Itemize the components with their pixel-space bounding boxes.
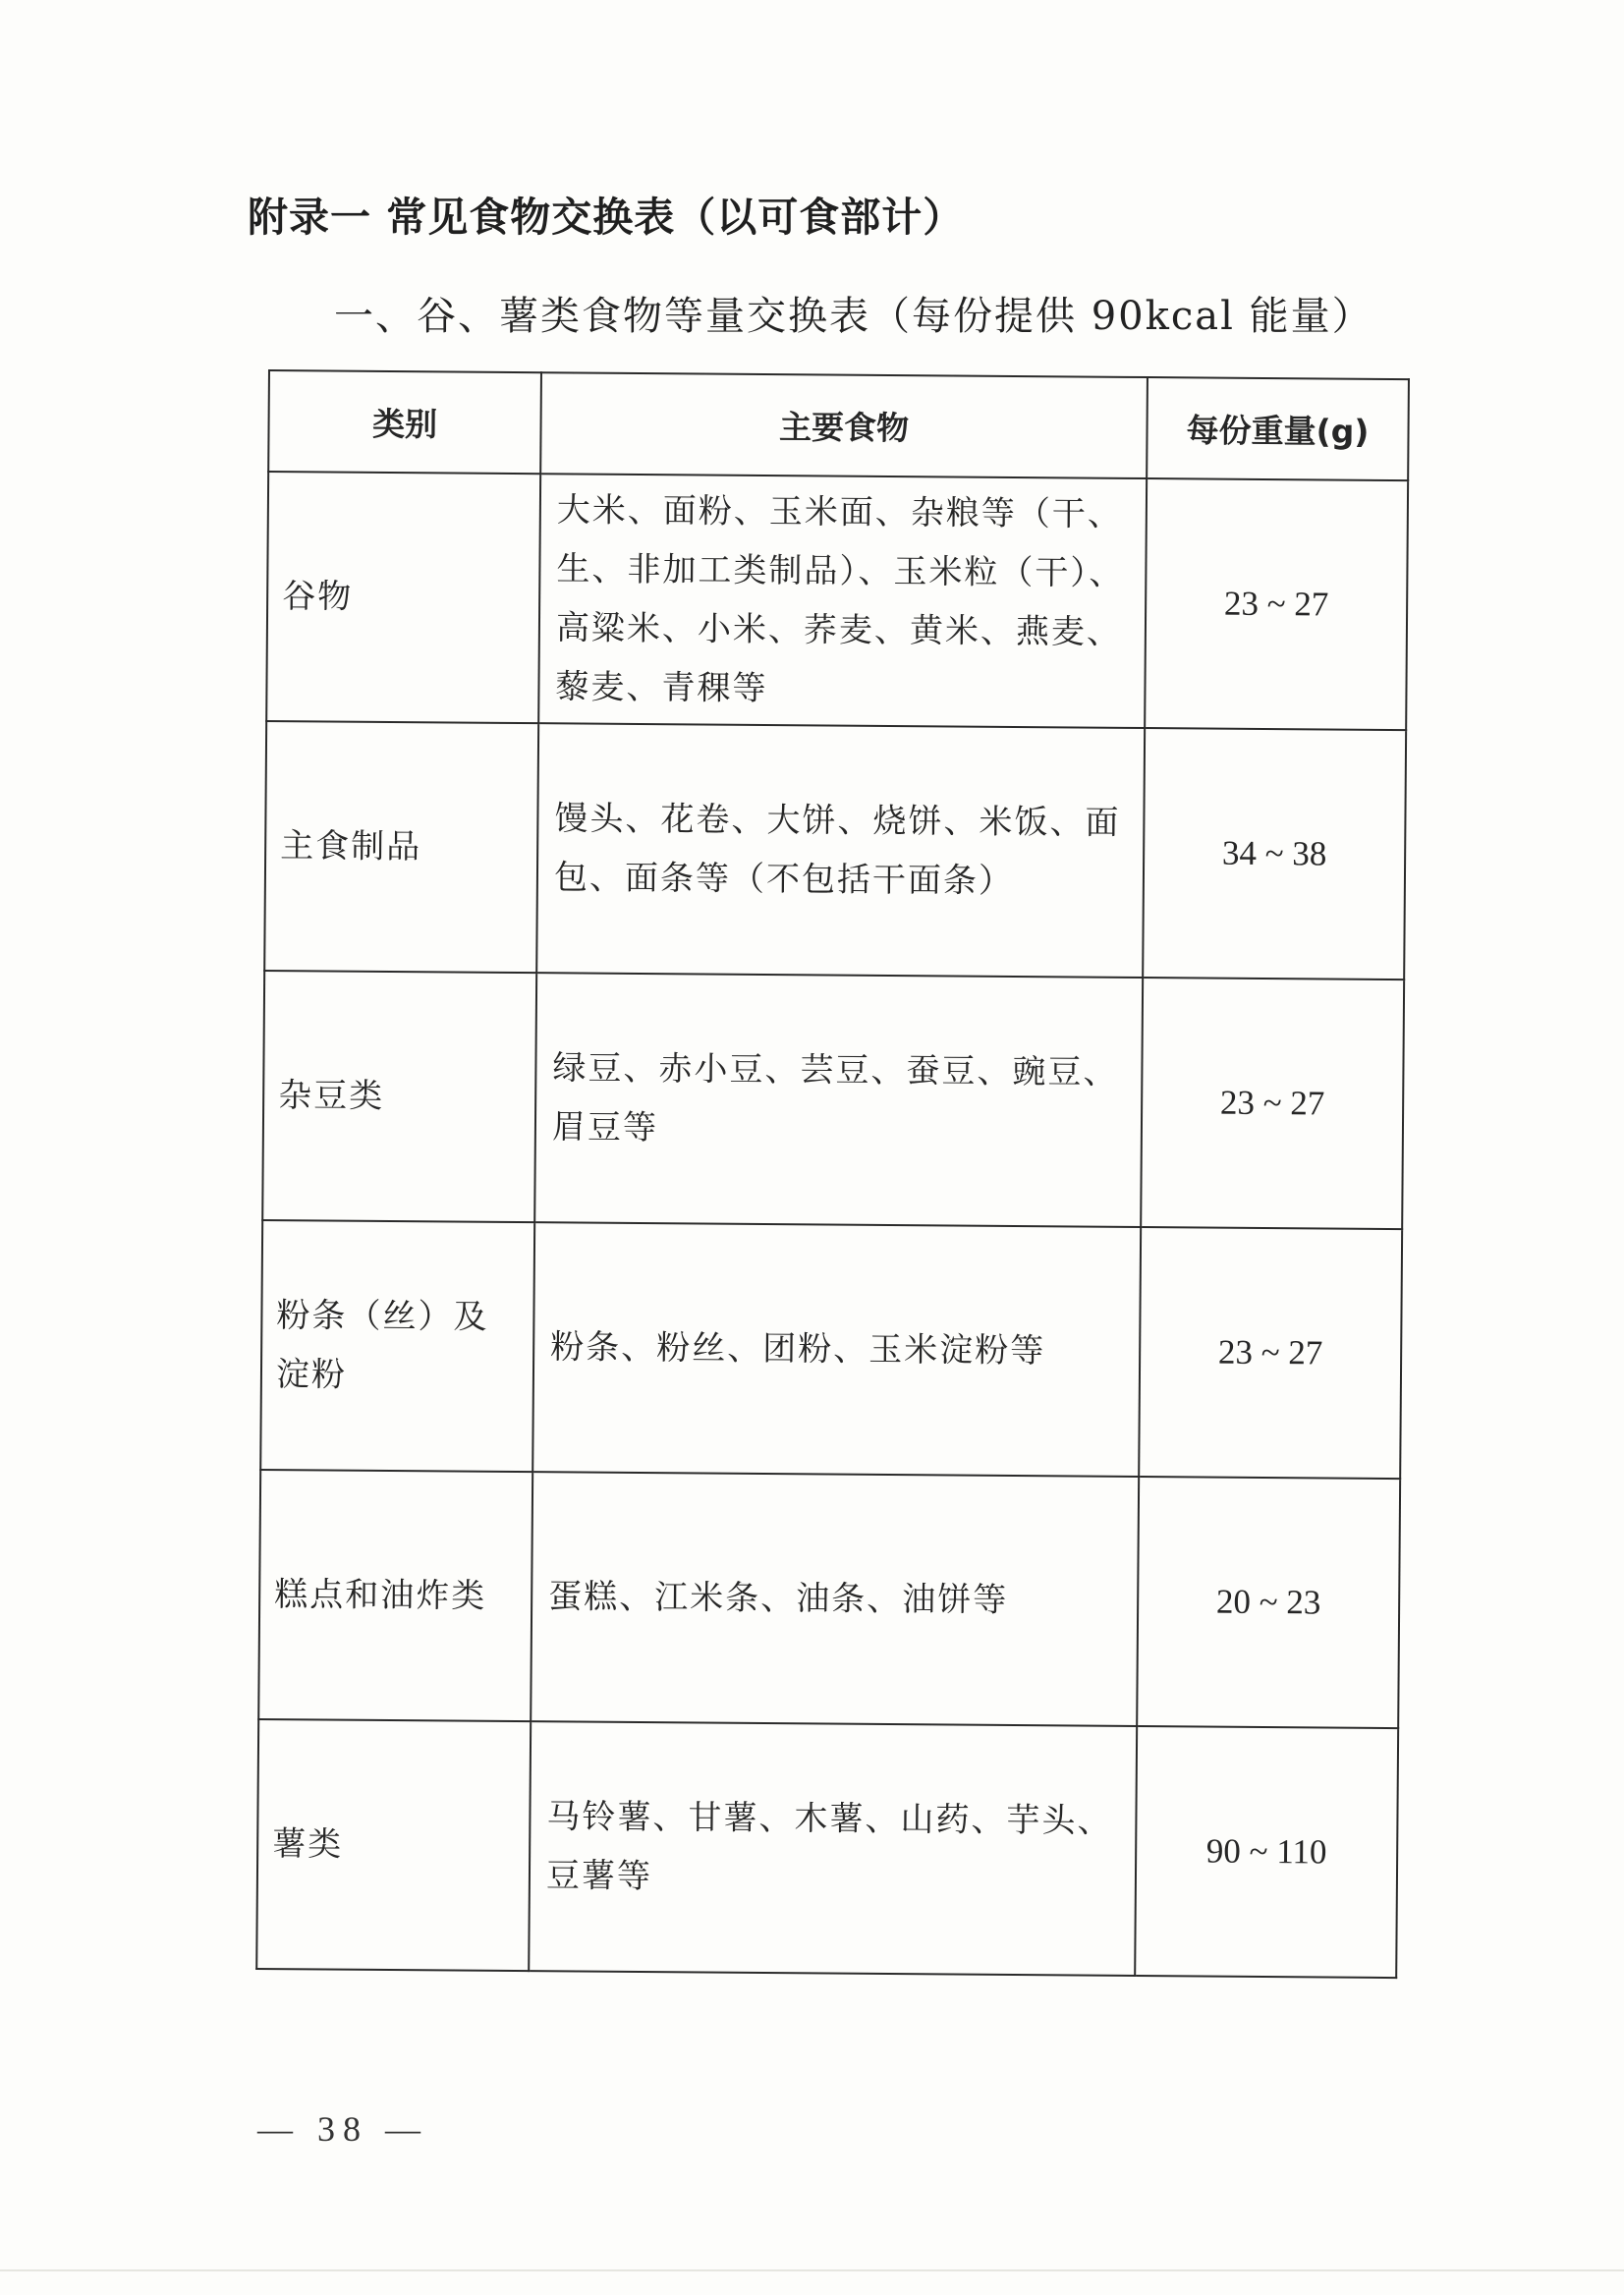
appendix-title: 附录一 常见食物交换表（以可食部计）: [248, 194, 965, 241]
row-foods: 大米、面粉、玉米面、杂粮等（干、生、非加工类制品）、玉米粒（干）、高粱米、小米、荞麦、黄米、燕麦、藜麦、青稞等: [538, 474, 1147, 728]
page-bottom-divider: [0, 2269, 1624, 2271]
row-weight: 34 ~ 38: [1143, 728, 1406, 980]
table-row: [262, 971, 1404, 1229]
food-exchange-table: [255, 369, 1408, 1976]
row-category: 杂豆类: [262, 971, 536, 1222]
row-foods: 粉条、粉丝、团粉、玉米淀粉等: [532, 1222, 1141, 1477]
row-category: 主食制品: [264, 721, 538, 973]
header-main-foods: 主要食物: [540, 372, 1148, 478]
page-number: — 38 —: [257, 2109, 428, 2149]
header-weight: 每份重量(g): [1147, 377, 1409, 480]
table-row: [260, 1220, 1402, 1479]
table-row: [264, 721, 1406, 980]
row-foods: 马铃薯、甘薯、木薯、山药、芋头、豆薯等: [529, 1721, 1137, 1976]
table-row: [256, 1719, 1398, 1978]
table-header-row: [268, 370, 1409, 480]
row-foods: 绿豆、赤小豆、芸豆、蚕豆、豌豆、眉豆等: [534, 973, 1143, 1227]
row-category: 糕点和油炸类: [258, 1470, 532, 1721]
table-row: [258, 1470, 1400, 1728]
row-weight: 23 ~ 27: [1141, 978, 1404, 1229]
section-title: 一、谷、薯类食物等量交换表（每份提供 90kcal 能量）: [334, 294, 1373, 339]
row-category: 粉条（丝）及淀粉: [260, 1220, 534, 1472]
row-weight: 20 ~ 23: [1137, 1477, 1400, 1728]
row-foods: 馒头、花卷、大饼、烧饼、米饭、面包、面条等（不包括干面条）: [536, 723, 1145, 978]
table-row: [266, 472, 1408, 730]
row-category: 谷物: [266, 472, 540, 723]
row-weight: 23 ~ 27: [1139, 1227, 1402, 1479]
row-category: 薯类: [256, 1719, 531, 1971]
row-foods: 蛋糕、江米条、油条、油饼等: [531, 1472, 1139, 1726]
row-weight: 90 ~ 110: [1135, 1726, 1398, 1978]
header-category: 类别: [268, 370, 541, 474]
row-weight: 23 ~ 27: [1145, 478, 1408, 730]
